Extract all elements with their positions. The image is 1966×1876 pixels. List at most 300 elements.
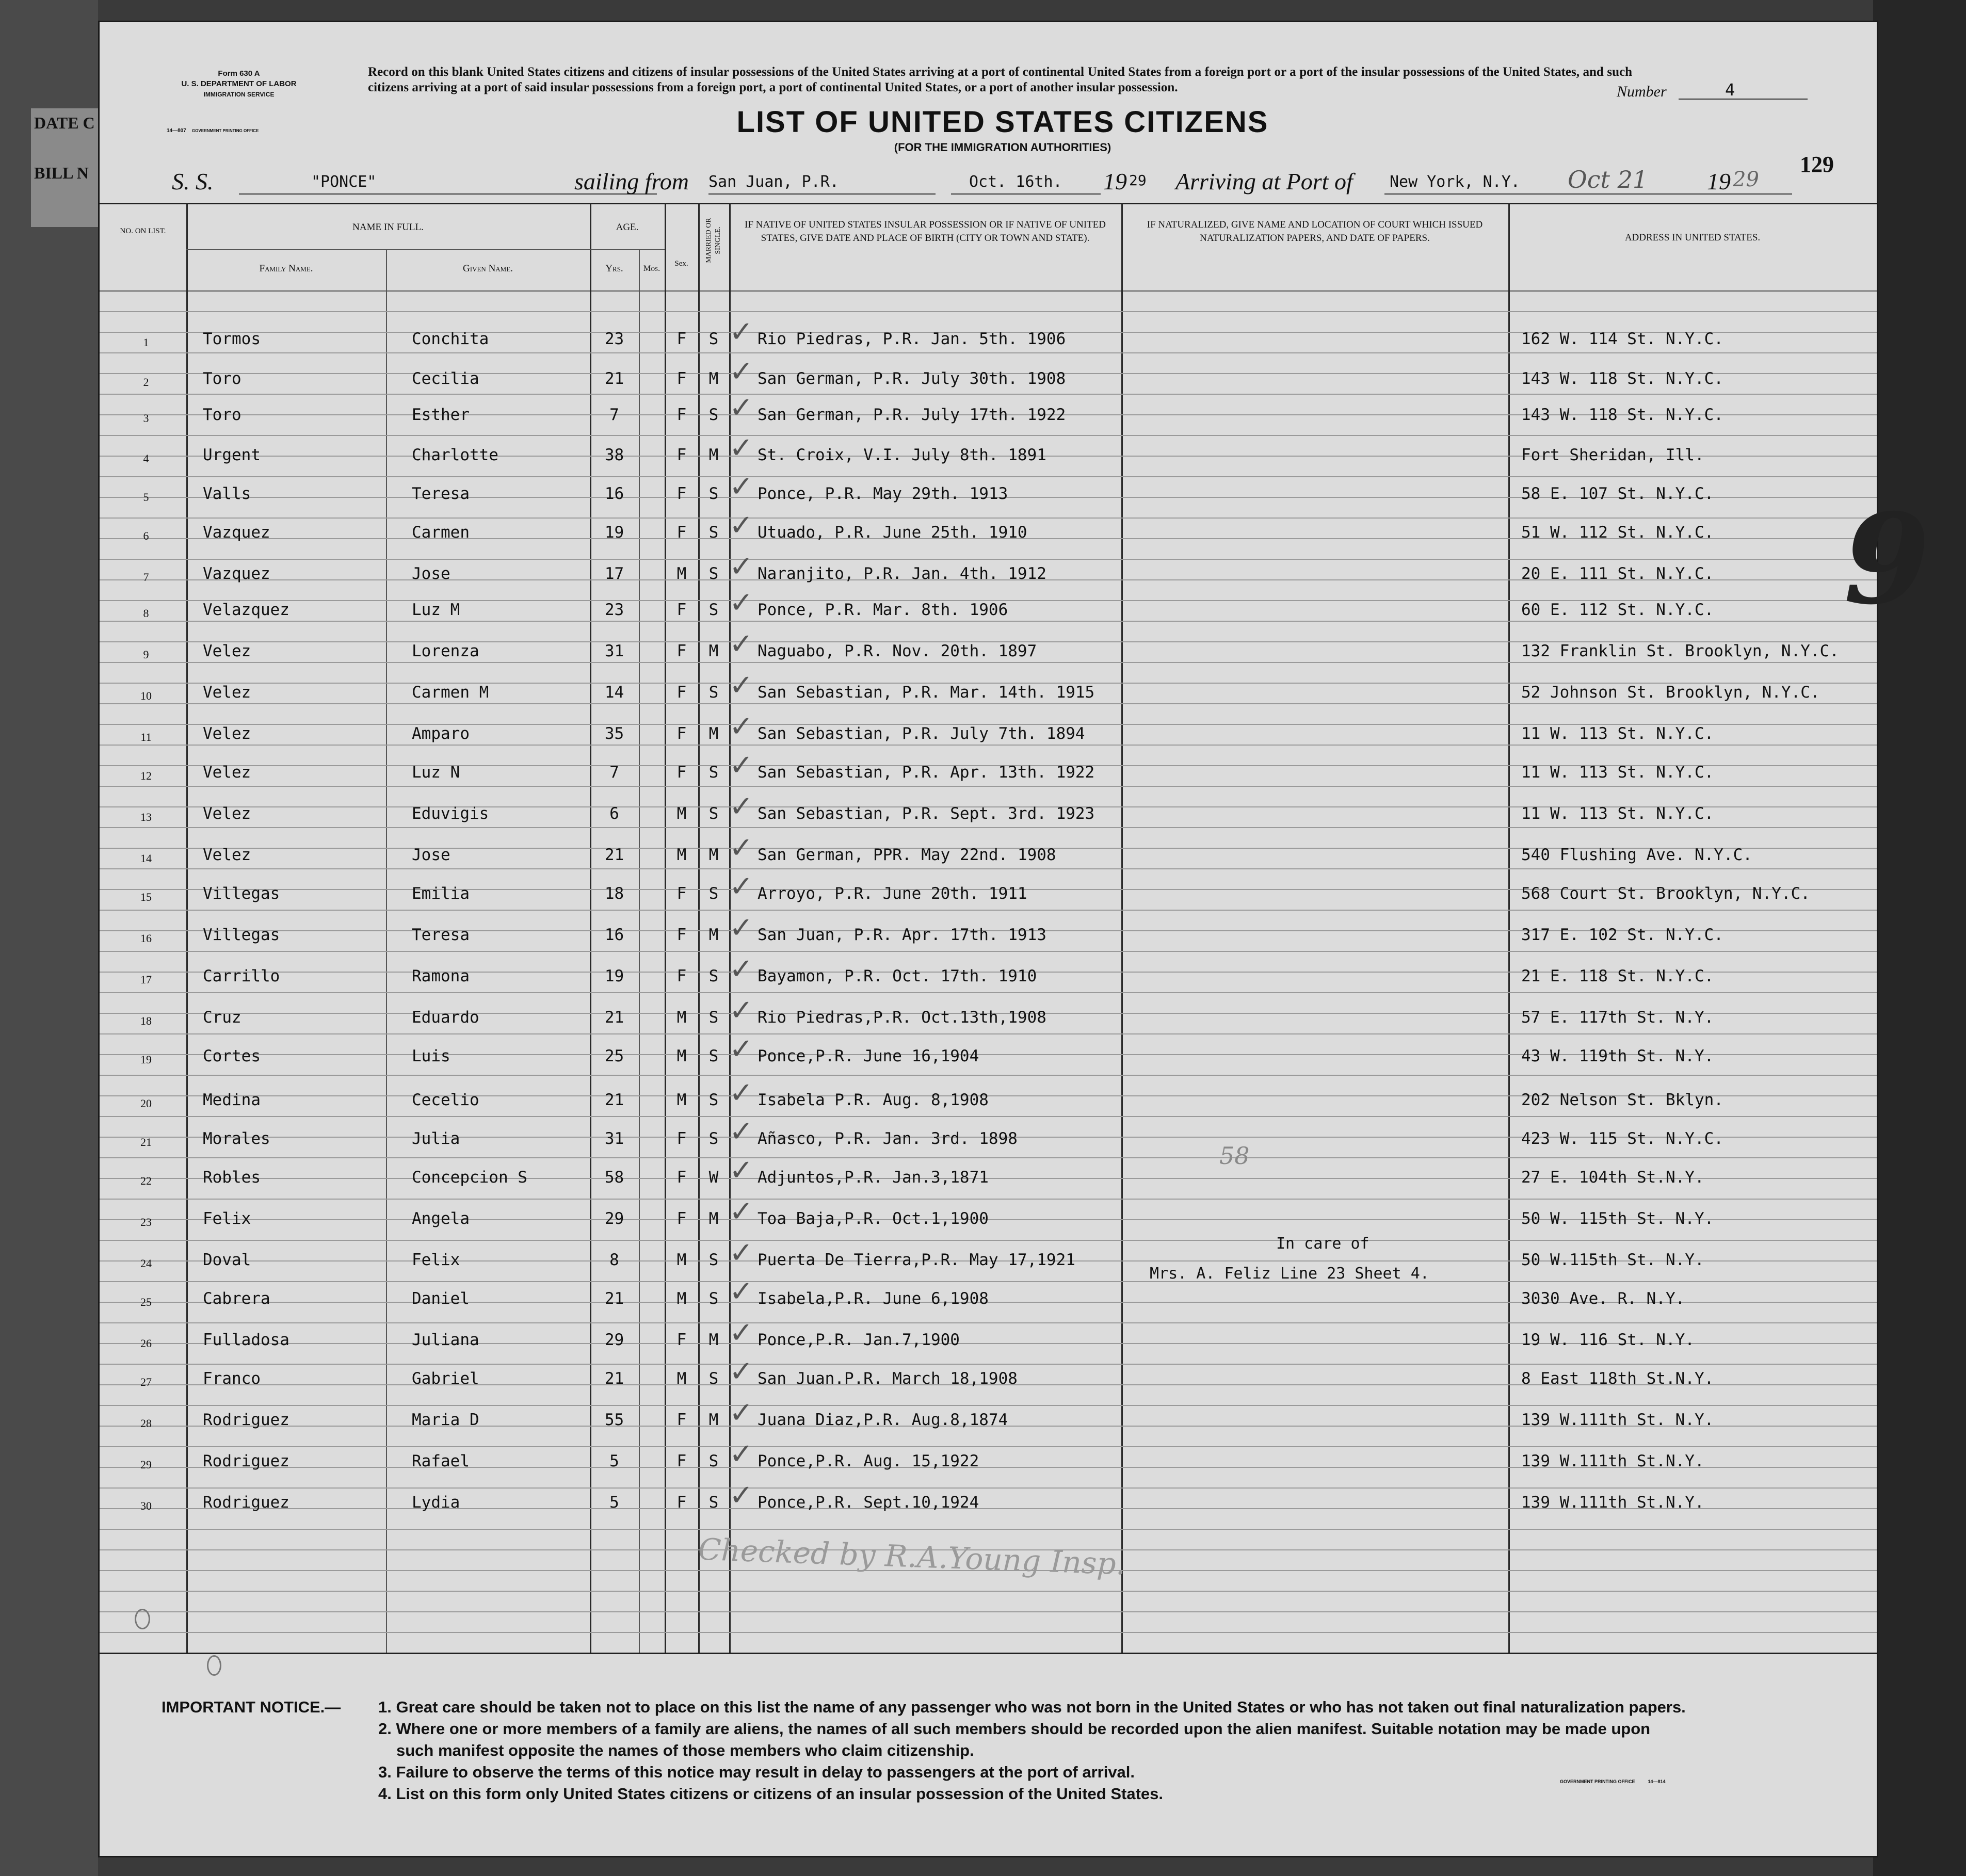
- cell-birth: Arroyo, P.R. June 20th. 1911: [758, 884, 1027, 903]
- cell-ms: M: [708, 724, 719, 743]
- check-mark-icon: ✓: [729, 749, 753, 782]
- care-of-line1: In care of: [1276, 1235, 1369, 1253]
- cell-address: 43 W. 119th St. N.Y.: [1521, 1047, 1714, 1065]
- cell-address: 423 W. 115 St. N.Y.C.: [1521, 1129, 1723, 1148]
- cell-address: 50 W.115th St. N.Y.: [1521, 1251, 1704, 1269]
- ruled-line: [100, 517, 1877, 519]
- cell-address: 139 W.111th St. N.Y.: [1521, 1411, 1714, 1429]
- cell-age: 18: [604, 884, 624, 903]
- margin-mark-9: 9: [1844, 487, 1930, 632]
- table-row: [100, 1275, 1877, 1312]
- cell-ms: S: [708, 1047, 719, 1065]
- cell-family: Velez: [203, 846, 251, 864]
- table-row: [100, 790, 1877, 827]
- cell-age: 25: [604, 1047, 624, 1065]
- cell-birth: Puerta De Tierra,P.R. May 17,1921: [758, 1251, 1075, 1269]
- to-port: New York, N.Y.: [1390, 173, 1520, 191]
- from-port: San Juan, P.R.: [708, 173, 839, 191]
- table-row: [100, 870, 1877, 907]
- ruled-line: [100, 435, 1877, 436]
- ruled-line: [100, 1157, 1877, 1158]
- cell-given: Luis: [412, 1047, 450, 1065]
- cell-age: 21: [604, 1369, 624, 1388]
- cell-family: Valls: [203, 484, 251, 503]
- cell-ms: S: [708, 1369, 719, 1388]
- cell-age: 31: [604, 642, 624, 660]
- cell-address: 139 W.111th St.N.Y.: [1521, 1493, 1704, 1512]
- ruled-line: [100, 1281, 1877, 1282]
- ruled-line: [100, 559, 1877, 560]
- col-birth-header: IF NATIVE OF UNITED STATES INSULAR POSSESSION OR IF NATIVE OF UNITED STATES, GIVE DATE AND PLACE OF BIRTH (CITY OR TOWN AND STATE).: [745, 219, 1106, 244]
- ruled-line: [100, 1322, 1877, 1323]
- cell-n: 10: [140, 689, 152, 702]
- cell-sex: M: [676, 1047, 687, 1065]
- cell-age: 19: [604, 967, 624, 985]
- table-row: [100, 1115, 1877, 1152]
- cell-ms: S: [708, 804, 719, 823]
- cell-address: 143 W. 118 St. N.Y.C.: [1521, 369, 1723, 388]
- table-row: [100, 994, 1877, 1031]
- cell-n: 2: [143, 376, 149, 389]
- check-mark-icon: ✓: [729, 509, 753, 542]
- cell-birth: Isabela P.R. Aug. 8,1908: [758, 1091, 989, 1109]
- cell-n: 8: [143, 607, 149, 620]
- cell-birth: St. Croix, V.I. July 8th. 1891: [758, 446, 1046, 464]
- cell-age: 35: [604, 724, 624, 743]
- cell-address: 57 E. 117th St. N.Y.: [1521, 1008, 1714, 1027]
- cell-ms: M: [708, 1331, 719, 1349]
- cell-given: Concepcion S: [412, 1168, 527, 1187]
- table-row: [100, 586, 1877, 623]
- notice-item-2b: such manifest opposite the names of those members who claim citizenship.: [396, 1741, 974, 1759]
- cell-ms: S: [708, 1493, 719, 1512]
- ruled-line: [100, 827, 1877, 828]
- form-number: Form 630 A: [218, 69, 260, 78]
- cell-sex: M: [676, 804, 687, 823]
- check-mark-icon: ✓: [729, 586, 753, 620]
- check-mark-icon: ✓: [729, 1275, 753, 1308]
- cell-birth: San German, PPR. May 22nd. 1908: [758, 846, 1056, 864]
- table-row: [100, 550, 1877, 587]
- cell-ms: M: [708, 1411, 719, 1429]
- table-row: [100, 831, 1877, 868]
- notice-heading: IMPORTANT NOTICE.—: [162, 1698, 341, 1716]
- cell-n: 19: [140, 1053, 152, 1066]
- cell-ms: S: [708, 683, 719, 702]
- cell-given: Daniel: [412, 1289, 470, 1308]
- cell-age: 58: [604, 1168, 624, 1187]
- ruled-line: [100, 1364, 1877, 1365]
- page-number: 129: [1800, 152, 1834, 177]
- cell-address: 540 Flushing Ave. N.Y.C.: [1521, 846, 1752, 864]
- cell-age: 23: [604, 601, 624, 619]
- ruled-line: [100, 1529, 1877, 1530]
- cell-address: 3030 Ave. R. N.Y.: [1521, 1289, 1685, 1308]
- ruled-line: [100, 1446, 1877, 1447]
- cell-family: Rodriguez: [203, 1452, 289, 1470]
- table-row: [100, 1479, 1877, 1516]
- cell-birth: Adjuntos,P.R. Jan.3,1871: [758, 1168, 989, 1187]
- check-mark-icon: ✓: [729, 669, 753, 702]
- cell-ms: W: [708, 1168, 719, 1187]
- check-mark-icon: ✓: [729, 1236, 753, 1270]
- cell-family: Villegas: [203, 884, 280, 903]
- cell-family: Vazquez: [203, 523, 270, 542]
- cell-address: 50 W. 115th St. N.Y.: [1521, 1209, 1714, 1228]
- cell-sex: M: [676, 564, 687, 583]
- cell-sex: M: [676, 1289, 687, 1308]
- cell-address: 60 E. 112 St. N.Y.C.: [1521, 601, 1714, 619]
- ruled-line: [100, 786, 1877, 787]
- cell-family: Velez: [203, 763, 251, 782]
- cell-sex: F: [676, 1493, 687, 1512]
- col-no-header: NO. ON LIST.: [120, 227, 166, 235]
- cell-age: 17: [604, 564, 624, 583]
- ruled-line: [100, 394, 1877, 395]
- cell-n: 18: [140, 1014, 152, 1027]
- cell-address: 20 E. 111 St. N.Y.C.: [1521, 564, 1714, 583]
- from-date: Oct. 16th.: [969, 173, 1062, 191]
- from-year-prefix: 19: [1103, 168, 1127, 195]
- cell-age: 14: [604, 683, 624, 702]
- cell-n: 23: [140, 1216, 152, 1228]
- cell-age: 16: [604, 926, 624, 944]
- footer-office: GOVERNMENT PRINTING OFFICE 14—814: [1560, 1779, 1666, 1784]
- cell-birth: Ponce,P.R. Jan.7,1900: [758, 1331, 960, 1349]
- check-mark-icon: ✓: [729, 710, 753, 743]
- cell-birth: Juana Diaz,P.R. Aug.8,1874: [758, 1411, 1008, 1429]
- col-married-header: MARRIED OR SINGLE.: [705, 218, 722, 263]
- cell-ms: S: [708, 564, 719, 583]
- notice-item-1: 1. Great care should be taken not to place on this list the name of any passenger who was not born in the United States or who has not taken out final naturalization papers.: [378, 1698, 1686, 1716]
- ruled-line: [100, 311, 1877, 312]
- table-row: [100, 431, 1877, 468]
- cell-sex: F: [676, 1129, 687, 1148]
- cell-n: 28: [140, 1417, 152, 1430]
- cell-age: 31: [604, 1129, 624, 1148]
- cell-birth: Añasco, P.R. Jan. 3rd. 1898: [758, 1129, 1018, 1148]
- ruled-line: [100, 1075, 1877, 1076]
- table-row: [100, 315, 1877, 352]
- cell-birth: Bayamon, P.R. Oct. 17th. 1910: [758, 967, 1037, 985]
- cell-sex: F: [676, 926, 687, 944]
- ruled-line: [100, 910, 1877, 911]
- cell-n: 13: [140, 811, 152, 823]
- cell-n: 6: [143, 529, 149, 542]
- passenger-rows: [100, 22, 1877, 1653]
- check-mark-icon: ✓: [729, 355, 753, 389]
- cell-given: Carmen M: [412, 683, 489, 702]
- cell-ms: S: [708, 1289, 719, 1308]
- col-family-header: Family Name.: [259, 263, 313, 274]
- cell-n: 20: [140, 1097, 152, 1110]
- table-row: [100, 355, 1877, 392]
- cell-birth: Naguabo, P.R. Nov. 20th. 1897: [758, 642, 1037, 660]
- cell-birth: Ponce, P.R. Mar. 8th. 1906: [758, 601, 1008, 619]
- cell-age: 6: [609, 804, 619, 823]
- cell-sex: F: [676, 724, 687, 743]
- cell-sex: M: [676, 846, 687, 864]
- ship-name: "PONCE": [311, 173, 377, 191]
- cell-birth: San German, P.R. July 30th. 1908: [758, 369, 1066, 388]
- cell-given: Lydia: [412, 1493, 460, 1512]
- table-row: [100, 509, 1877, 546]
- cell-address: 27 E. 104th St.N.Y.: [1521, 1168, 1704, 1187]
- cell-given: Emilia: [412, 884, 470, 903]
- cell-given: Carmen: [412, 523, 470, 542]
- page-mark-58: 58: [1219, 1142, 1250, 1170]
- check-mark-icon: ✓: [729, 315, 753, 349]
- ruled-line: [100, 1611, 1877, 1612]
- cell-family: Vazquez: [203, 564, 270, 583]
- cell-family: Toro: [203, 369, 241, 388]
- cell-family: Rodriguez: [203, 1411, 289, 1429]
- cell-address: 21 E. 118 St. N.Y.C.: [1521, 967, 1714, 985]
- cell-sex: M: [676, 1369, 687, 1388]
- cell-given: Gabriel: [412, 1369, 479, 1388]
- cell-birth: Ponce,P.R. Sept.10,1924: [758, 1493, 979, 1512]
- cell-sex: M: [676, 1091, 687, 1109]
- cell-family: Carrillo: [203, 967, 280, 985]
- from-year: 29: [1129, 172, 1147, 189]
- ruled-line: [100, 1487, 1877, 1489]
- cell-n: 24: [140, 1257, 152, 1270]
- cell-birth: Naranjito, P.R. Jan. 4th. 1912: [758, 564, 1046, 583]
- cell-ms: M: [708, 926, 719, 944]
- cell-n: 4: [143, 452, 149, 465]
- cell-sex: F: [676, 484, 687, 503]
- cell-address: 139 W.111th St.N.Y.: [1521, 1452, 1704, 1470]
- cell-given: Esther: [412, 406, 470, 424]
- cell-ms: S: [708, 601, 719, 619]
- cell-birth: Ponce,P.R. Aug. 15,1922: [758, 1452, 979, 1470]
- table-row: [100, 1195, 1877, 1232]
- cell-n: 29: [140, 1458, 152, 1471]
- cell-age: 5: [609, 1493, 619, 1512]
- cell-ms: S: [708, 1452, 719, 1470]
- cell-family: Cruz: [203, 1008, 241, 1027]
- cell-n: 7: [143, 571, 149, 584]
- cell-n: 15: [140, 891, 152, 903]
- cell-sex: F: [676, 884, 687, 903]
- left-stub-card: [31, 108, 98, 227]
- cell-given: Eduardo: [412, 1008, 479, 1027]
- notice-item-3: 3. Failure to observe the terms of this notice may result in delay to passengers at the port of arrival.: [378, 1763, 1135, 1781]
- notice-item-2: 2. Where one or more members of a family are aliens, the names of all such members should be recorded upon the alien manifest. Suitable notation may be made upon: [378, 1720, 1651, 1738]
- cell-family: Robles: [203, 1168, 261, 1187]
- ruled-line: [100, 1591, 1877, 1592]
- cell-n: 25: [140, 1296, 152, 1308]
- col-name-header: NAME IN FULL.: [352, 222, 424, 233]
- check-mark-icon: ✓: [729, 790, 753, 823]
- cell-age: 38: [604, 446, 624, 464]
- cell-sex: M: [676, 1008, 687, 1027]
- ruled-line: [100, 868, 1877, 869]
- check-mark-icon: ✓: [729, 1032, 753, 1066]
- cell-address: 132 Franklin St. Brooklyn, N.Y.C.: [1521, 642, 1839, 660]
- check-mark-icon: ✓: [729, 431, 753, 465]
- cell-age: 21: [604, 1091, 624, 1109]
- cell-birth: Rio Piedras,P.R. Oct.13th,1908: [758, 1008, 1046, 1027]
- table-row: [100, 911, 1877, 948]
- cell-address: 52 Johnson St. Brooklyn, N.Y.C.: [1521, 683, 1820, 702]
- manifest-sheet: [98, 21, 1930, 1857]
- cell-ms: S: [708, 763, 719, 782]
- check-mark-icon: ✓: [729, 1195, 753, 1228]
- check-mark-icon: ✓: [729, 994, 753, 1027]
- ruled-line: [100, 352, 1877, 353]
- cell-given: Luz N: [412, 763, 460, 782]
- cell-given: Cecilia: [412, 369, 479, 388]
- cell-n: 22: [140, 1174, 152, 1187]
- col-naturalized-header: IF NATURALIZED, GIVE NAME AND LOCATION OF COURT WHICH ISSUED NATURALIZATION PAPERS, AND DATE OF PAPERS.: [1147, 219, 1483, 244]
- cell-age: 21: [604, 1289, 624, 1308]
- page-title: LIST OF UNITED STATES CITIZENS: [736, 105, 1269, 139]
- cell-age: 21: [604, 846, 624, 864]
- cell-n: 27: [140, 1376, 152, 1388]
- ruled-line: [100, 992, 1877, 993]
- ss-label: S. S.: [172, 168, 214, 195]
- cell-n: 30: [140, 1499, 152, 1512]
- cell-n: 14: [140, 852, 152, 865]
- cell-sex: F: [676, 601, 687, 619]
- cell-given: Ramona: [412, 967, 470, 985]
- to-year-prefix: 19: [1707, 168, 1731, 195]
- cell-given: Maria D: [412, 1411, 479, 1429]
- table-row: [100, 952, 1877, 990]
- table-row: [100, 1032, 1877, 1070]
- scan-left-margin: [0, 0, 98, 1876]
- cell-sex: F: [676, 1168, 687, 1187]
- ruled-line: [100, 1240, 1877, 1241]
- cell-address: 11 W. 113 St. N.Y.C.: [1521, 804, 1714, 823]
- cell-given: Angela: [412, 1209, 470, 1228]
- cell-family: Morales: [203, 1129, 270, 1148]
- table-row: [100, 710, 1877, 747]
- number-value: 4: [1725, 80, 1735, 100]
- col-yrs-header: Yrs.: [605, 263, 623, 274]
- cell-n: 17: [140, 973, 152, 986]
- cell-ms: M: [708, 1209, 719, 1228]
- cell-given: Julia: [412, 1129, 460, 1148]
- cell-age: 29: [604, 1209, 624, 1228]
- table-row: [100, 669, 1877, 706]
- cell-family: Doval: [203, 1251, 251, 1269]
- cell-family: Cortes: [203, 1047, 261, 1065]
- cell-sex: F: [676, 406, 687, 424]
- cell-sex: M: [676, 1251, 687, 1269]
- cell-ms: S: [708, 523, 719, 542]
- care-of-line2: Mrs. A. Feliz Line 23 Sheet 4.: [1150, 1265, 1429, 1283]
- department: U. S. DEPARTMENT OF LABOR: [181, 79, 297, 88]
- print-code-top: 14—807 GOVERNMENT PRINTING OFFICE: [167, 128, 259, 134]
- cell-sex: F: [676, 523, 687, 542]
- cell-family: Velez: [203, 804, 251, 823]
- cell-family: Villegas: [203, 926, 280, 944]
- check-mark-icon: ✓: [729, 1437, 753, 1471]
- notice-item-4: 4. List on this form only United States citizens or citizens of an insular possession of the United States.: [378, 1785, 1163, 1803]
- table-row: [100, 1437, 1877, 1475]
- cell-birth: Toa Baja,P.R. Oct.1,1900: [758, 1209, 989, 1228]
- cell-given: Eduvigis: [412, 804, 489, 823]
- cell-sex: F: [676, 1452, 687, 1470]
- check-mark-icon: ✓: [729, 911, 753, 945]
- cell-age: 8: [609, 1251, 619, 1269]
- to-year: 29: [1733, 168, 1759, 191]
- cell-n: 5: [143, 491, 149, 504]
- check-mark-icon: ✓: [729, 391, 753, 425]
- cell-given: Luz M: [412, 601, 460, 619]
- cell-ms: S: [708, 330, 719, 348]
- check-mark-icon: ✓: [729, 1115, 753, 1149]
- cell-given: Charlotte: [412, 446, 498, 464]
- col-address-header: ADDRESS IN UNITED STATES.: [1624, 232, 1761, 243]
- cell-n: 21: [140, 1136, 152, 1149]
- cell-ms: S: [708, 406, 719, 424]
- scan-right-margin: [1873, 0, 1966, 1876]
- cell-age: 21: [604, 369, 624, 388]
- cell-address: 202 Nelson St. Bklyn.: [1521, 1091, 1723, 1109]
- cell-family: Cabrera: [203, 1289, 270, 1308]
- cell-family: Medina: [203, 1091, 261, 1109]
- cell-sex: F: [676, 763, 687, 782]
- cell-given: Juliana: [412, 1331, 479, 1349]
- check-mark-icon: ✓: [729, 1396, 753, 1430]
- cell-n: 26: [140, 1337, 152, 1350]
- ruled-line: [100, 951, 1877, 952]
- cell-given: Felix: [412, 1251, 460, 1269]
- ruled-line: [100, 1405, 1877, 1406]
- check-mark-icon: ✓: [729, 870, 753, 903]
- number-label: Number: [1617, 83, 1667, 100]
- ruled-line: [100, 1632, 1877, 1633]
- check-mark-icon: ✓: [729, 1316, 753, 1350]
- ruled-line: [100, 1116, 1877, 1117]
- cell-birth: San Sebastian, P.R. Apr. 13th. 1922: [758, 763, 1095, 782]
- cell-address: 568 Court St. Brooklyn, N.Y.C.: [1521, 884, 1810, 903]
- check-mark-icon: ✓: [729, 627, 753, 661]
- ruled-line: [100, 1033, 1877, 1034]
- cell-n: 16: [140, 932, 152, 945]
- cell-age: 23: [604, 330, 624, 348]
- cell-n: 9: [143, 648, 149, 661]
- cell-birth: San German, P.R. July 17th. 1922: [758, 406, 1066, 424]
- cell-birth: Rio Piedras, P.R. Jan. 5th. 1906: [758, 330, 1066, 348]
- cell-family: Velez: [203, 724, 251, 743]
- cell-family: Felix: [203, 1209, 251, 1228]
- cell-family: Velez: [203, 642, 251, 660]
- cell-family: Toro: [203, 406, 241, 424]
- check-mark-icon: ✓: [729, 952, 753, 986]
- check-mark-icon: ✓: [729, 550, 753, 584]
- cell-age: 19: [604, 523, 624, 542]
- cell-birth: Ponce, P.R. May 29th. 1913: [758, 484, 1008, 503]
- form-instructions: Record on this blank United States citizens and citizens of insular possessions of the United States arriving at a port of continental United States from a foreign port or a port of the insular possessions of the United States, and such citizens arriving at a port of said insular possessions from a foreign port, a port of continental United States, or a port of another insular possession.: [368, 65, 1632, 94]
- cell-given: Jose: [412, 846, 450, 864]
- cell-birth: Utuado, P.R. June 25th. 1910: [758, 523, 1027, 542]
- hole-mark: [207, 1655, 221, 1676]
- table-row: [100, 1355, 1877, 1392]
- cell-family: Urgent: [203, 446, 261, 464]
- cell-address: 19 W. 116 St. N.Y.: [1521, 1331, 1695, 1349]
- cell-birth: San Juan, P.R. Apr. 17th. 1913: [758, 926, 1046, 944]
- cell-sex: F: [676, 1411, 687, 1429]
- cell-given: Rafael: [412, 1452, 470, 1470]
- table-row: [100, 470, 1877, 507]
- cell-age: 21: [604, 1008, 624, 1027]
- cell-family: Rodriguez: [203, 1493, 289, 1512]
- cell-age: 7: [609, 406, 619, 424]
